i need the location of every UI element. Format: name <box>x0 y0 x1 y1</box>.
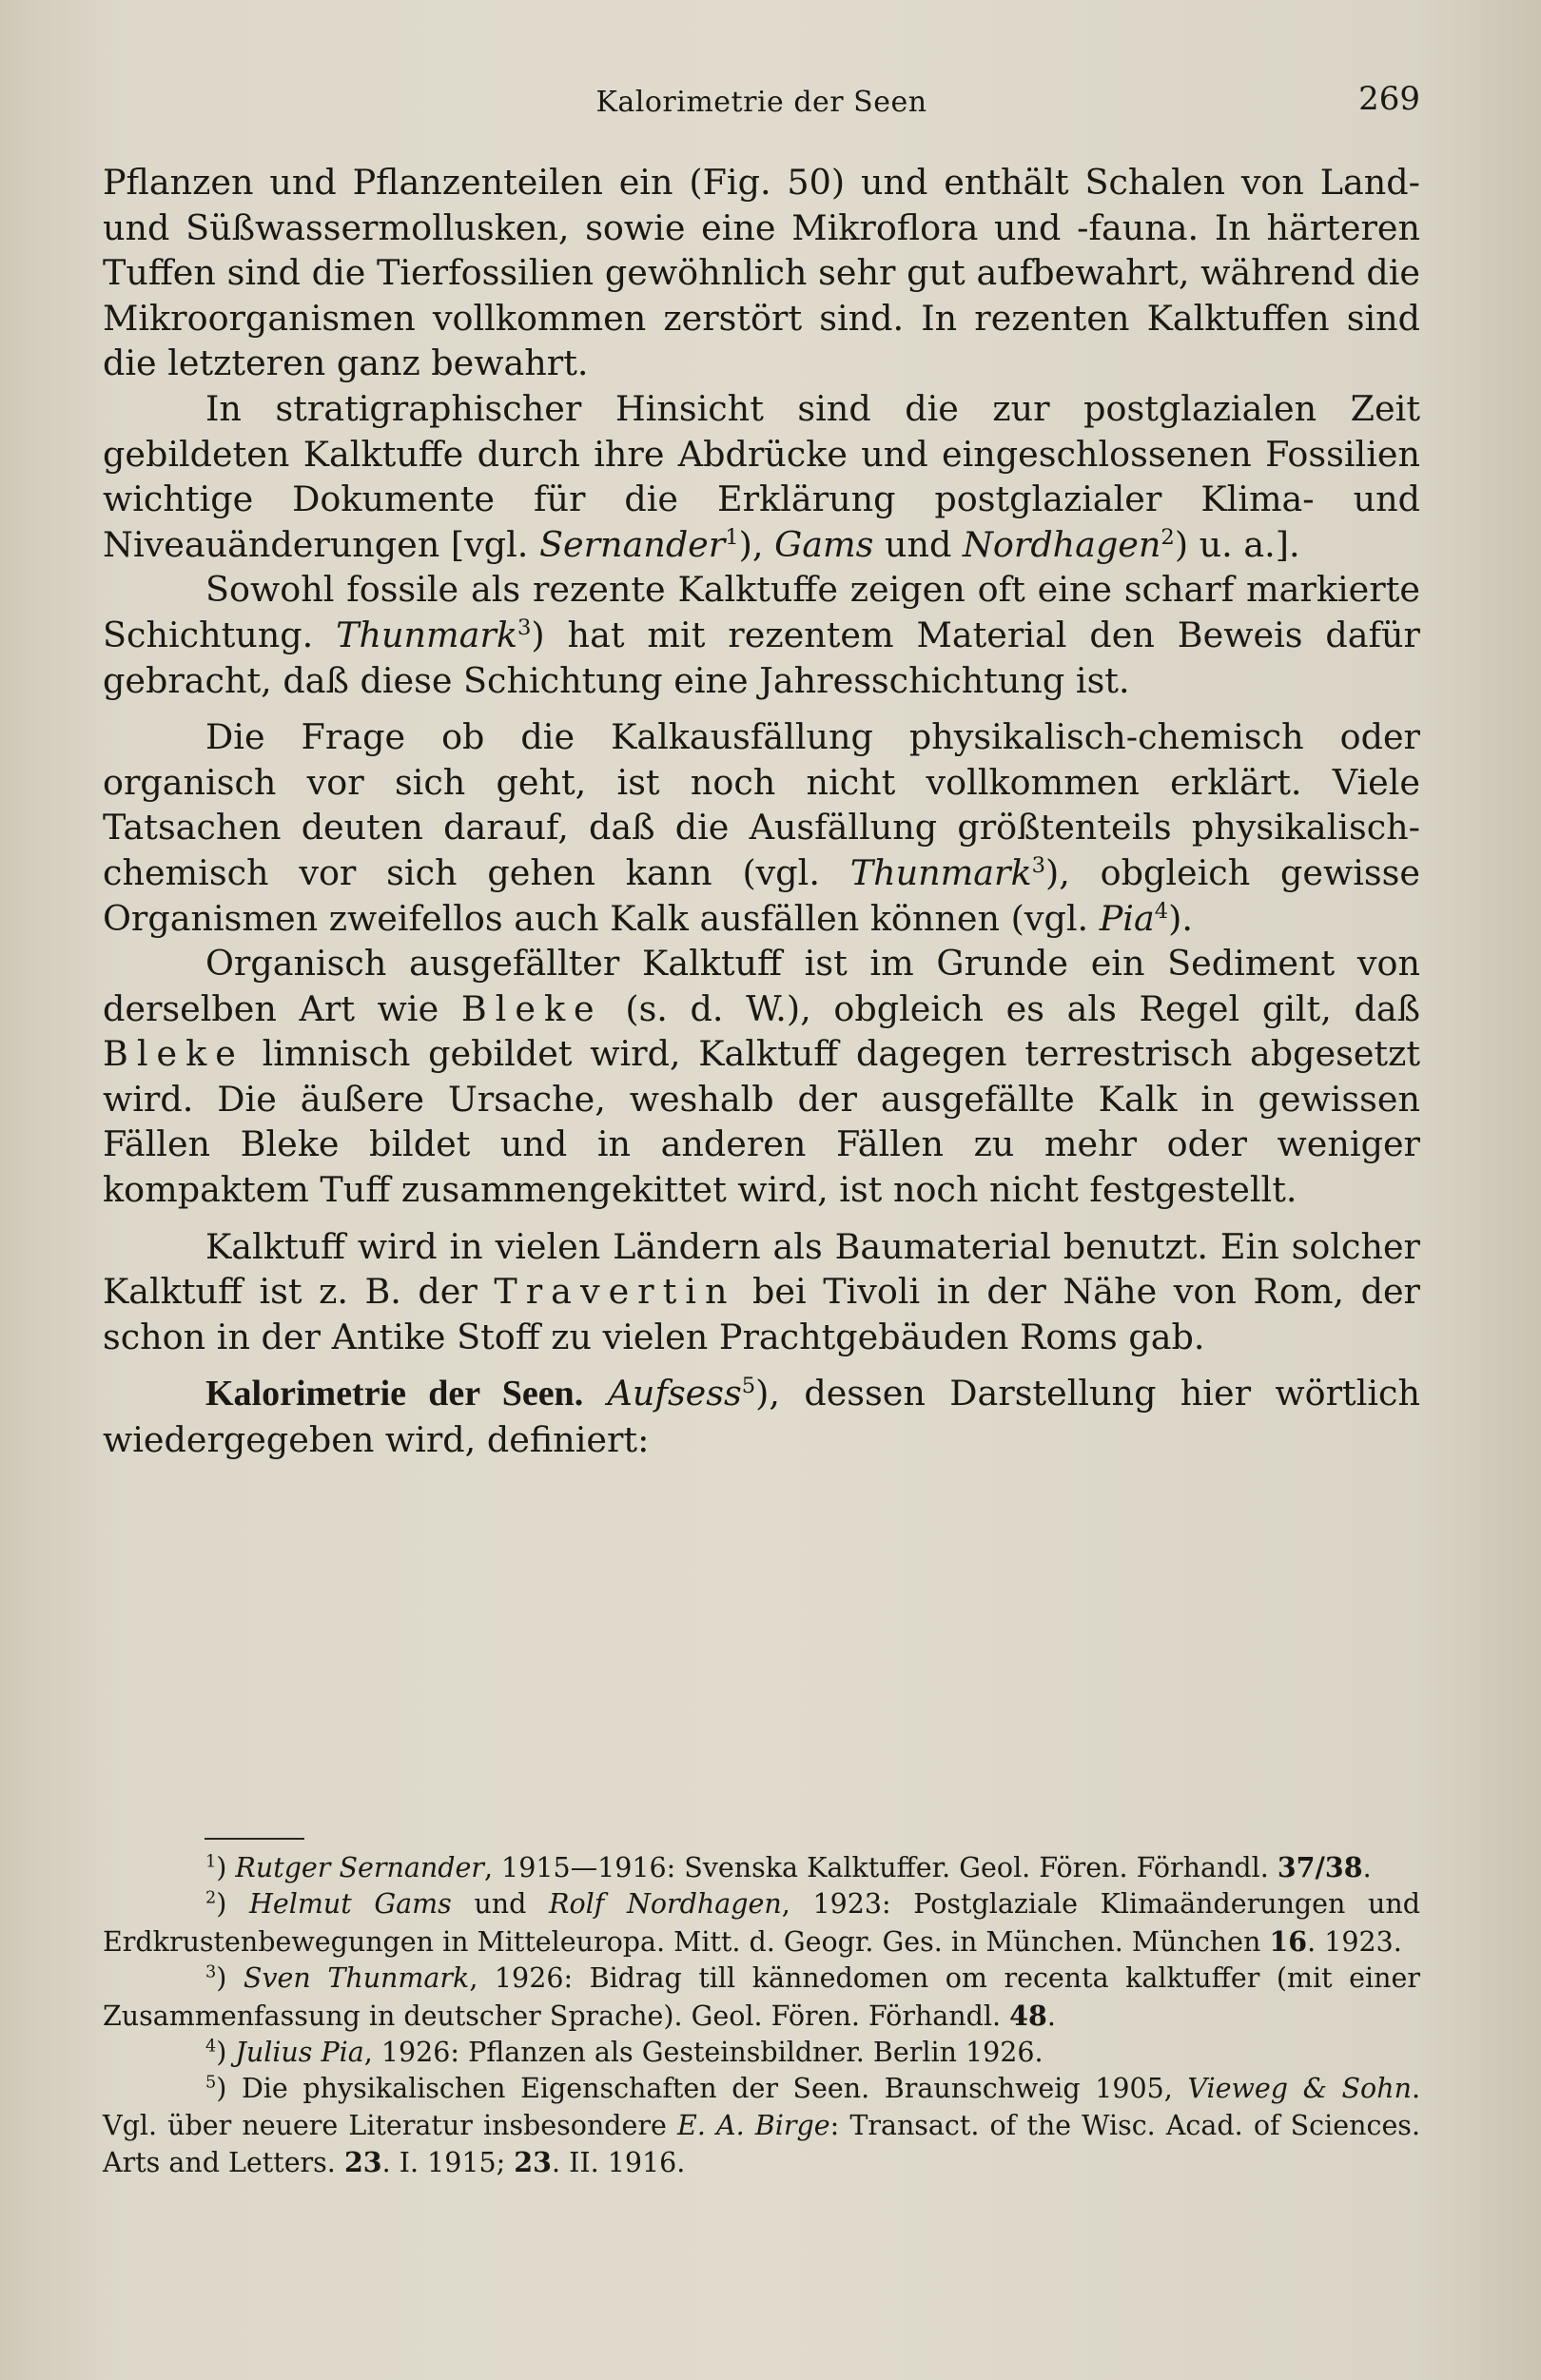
paragraph-7 <box>103 1371 1420 1462</box>
citation-author: Thunmark <box>849 851 1032 893</box>
paragraph-2 <box>103 386 1420 567</box>
running-head: Kalorimetrie der Seen <box>595 86 927 119</box>
paragraph-5 <box>103 941 1420 1213</box>
citation-author: Thunmark <box>336 614 517 655</box>
text-run: (s. d. W.), obgleich es als Regel gilt, daß <box>602 987 1420 1029</box>
footnote-ref: 3 <box>517 615 532 640</box>
text-run: bei Tivoli in der Nähe von Rom, der schon in der Antike Stoff zu vielen Prachtgebäuden Roms gab. <box>103 1271 1420 1357</box>
spaced-term: Bleke <box>460 987 603 1029</box>
text-run: . I. 1915; <box>381 2147 515 2179</box>
text-run: , 1915—1916: Svenska Kalktuffer. Geol. Fören. Förhandl. <box>483 1852 1278 1883</box>
citation-author: Sernander <box>538 523 726 565</box>
paragraph-3 <box>103 567 1420 703</box>
footnote-1: $^1$) Rutger Sernander, 1915—1916: Svenska Kalktuffer. Geol. Fören. Förhandl. 37/38. <box>205 1851 1372 1883</box>
text-run: Organisch ausgefällter Kalktuff ist im Grunde ein Sediment von derselben Art wie <box>103 943 1420 1029</box>
footnote-ref: 3 <box>1031 852 1045 878</box>
paragraph-4 <box>103 714 1420 941</box>
text-run: Kalktuff wird in vielen Ländern als Baumaterial benutzt. Ein solcher Kalktuff ist z. B. der <box>103 1225 1420 1313</box>
text-run: ), <box>738 523 775 565</box>
volume-number: 48 <box>1009 1999 1047 2032</box>
footnote-rule <box>205 1838 304 1840</box>
text-run: Sowohl fossile als rezente Kalktuffe zeigen oft eine scharf markierte Schichtung. <box>103 569 1420 655</box>
footnote-2: $^2$) Helmut Gams und Rolf Nordhagen, 1923: Postglaziale Klimaänderungen und Erdkrustenbewegungen in Mitteleuropa. Mitt. d. Geogr. Ges. in München. München 16. 1923. <box>103 1888 1420 1958</box>
volume-number: 23 <box>343 2146 382 2179</box>
text-run: . Vgl. über neuere Literatur insbesondere <box>103 2073 1420 2141</box>
spaced-term: Travertin <box>494 1271 736 1313</box>
text-run: ). <box>1168 897 1193 939</box>
text-run: . II. 1916. <box>551 2147 686 2179</box>
text-run: und <box>873 523 963 565</box>
text-run: ) u. a.]. <box>1174 523 1300 565</box>
volume-number: 37/38 <box>1277 1851 1363 1883</box>
volume-number: 23 <box>514 2146 552 2179</box>
text-run: Die Frage ob die Kalkausfällung physikalisch-chemisch oder organisch vor sich geht, ist noch nicht vollkommen erklärt. Viele Tatsachen deuten darauf, daß die Ausfällung größtenteils physikalisch-chemisch vor sich gehen kann (vgl. <box>103 716 1420 893</box>
text-run: , 1923: Postglaziale Klimaänderungen und Erdkrustenbewegungen in Mitteleuropa. Mitt. d. Geogr. Ges. in München. München <box>103 1888 1420 1958</box>
footnote-author: Rutger Sernander <box>235 1852 484 1883</box>
footnote-author: Julius Pia <box>235 2037 364 2069</box>
footnote-ref: 1 <box>725 524 739 550</box>
text-run: Die physikalischen Eigenschaften der Seen. Braunschweig 1905, <box>241 2073 1188 2105</box>
footnote-ref: 5 <box>741 1374 756 1399</box>
footnote-mark: 3 <box>205 1962 217 1982</box>
footnote-mark: 2 <box>205 1888 217 1908</box>
footnote-mark: 5 <box>205 2073 217 2093</box>
body-text <box>103 160 1420 1463</box>
citation-author: Nordhagen <box>962 523 1161 565</box>
citation-author: Aufsess <box>607 1373 742 1414</box>
text-run: ) hat mit rezentem Material den Beweis dafür gebracht, daß diese Schichtung eine Jahresschichtung ist. <box>103 614 1420 701</box>
footnote-4: $^4$) Julius Pia, 1926: Pflanzen als Gesteinsbildner. Berlin 1926. <box>205 2037 1044 2069</box>
footnote-ref: 2 <box>1161 524 1175 550</box>
page-number: 269 <box>1358 80 1420 118</box>
footnote-author: Sven Thunmark <box>243 1962 470 1995</box>
citation-author: Gams <box>774 523 874 565</box>
footnotes <box>103 1849 1420 2182</box>
page-header <box>103 80 1420 137</box>
footnote-mark: 1 <box>205 1852 217 1872</box>
publisher-name: Vieweg & Sohn <box>1187 2073 1412 2105</box>
citation-author: Pia <box>1099 897 1155 939</box>
text-run: . <box>1046 2000 1056 2032</box>
text-run: : Transact. of the Wisc. Acad. of Sciences. Arts and Letters. <box>103 2109 1420 2179</box>
footnote-3: $^3$) Sven Thunmark, 1926: Bidrag till kännedomen om recenta kalktuffer (mit einer Zusammenfassung in deutscher Sprache). Geol. Fören. Förhandl. 48. <box>103 1962 1421 2032</box>
footnote-mark: 4 <box>205 2037 217 2057</box>
text-run: und <box>451 1888 550 1921</box>
text-run: , 1926: Bidrag till kännedomen om recenta kalktuffer (mit einer Zusammenfassung in deutscher Sprache). Geol. Fören. Förhandl. <box>103 1962 1421 2032</box>
footnote-author: Rolf Nordhagen <box>549 1888 782 1921</box>
text-run: In stratigraphischer Hinsicht sind die zur postglazialen Zeit gebildeten Kalktuffe durch ihre Abdrücke und eingeschlossenen Fossilien wichtige Dokumente für die Erklärung postglazialer Klima- und Niveauänderungen [vgl. <box>103 387 1420 565</box>
text-run: ), dessen Darstellung hier wörtlich wiedergegeben wird, definiert: <box>103 1373 1420 1461</box>
section-heading: Kalorimetrie der Seen. <box>205 1374 584 1414</box>
spaced-term: Bleke <box>103 1033 244 1075</box>
paragraph-6 <box>103 1224 1420 1360</box>
footnote-author: Helmut Gams <box>249 1888 452 1921</box>
footnote-5: $^5$) Die physikalischen Eigenschaften der Seen. Braunschweig 1905, Vieweg & Sohn. Vgl. über neuere Literatur insbesondere E. A. Birge: Transact. of the Wisc. Acad. of Sciences. Arts and Letters. 23. I. 1915; 23. II. 1916. <box>103 2073 1420 2179</box>
footnote-ref: 4 <box>1154 898 1169 924</box>
paragraph-1: Pflanzen und Pflanzenteilen ein (Fig. 50) und enthält Schalen von Land- und Süßwassermollusken, sowie eine Mikroflora und -fauna. In härteren Tuffen sind die Tierfossilien gewöhnlich sehr gut aufbewahrt, während die Mikroorganismen vollkommen zerstört sind. In rezenten Kalktuffen sind die letzteren ganz bewahrt. <box>103 162 1420 384</box>
text-run: limnisch gebildet wird, Kalktuff dagegen terrestrisch abgesetzt wird. Die äußere Ursache, weshalb der ausgefällte Kalk in gewissen Fällen Bleke bildet und in anderen Fällen zu mehr oder weniger kompaktem Tuff zusammengekittet wird, ist noch nicht festgestellt. <box>103 1033 1420 1211</box>
text-run: . <box>1362 1852 1372 1883</box>
text-run: , 1926: Pflanzen als Gesteinsbildner. Berlin 1926. <box>363 2037 1044 2069</box>
footnote-author: E. A. Birge <box>677 2109 830 2141</box>
text-run: ), obgleich gewisse Organismen zweifellos auch Kalk ausfällen können (vgl. <box>103 851 1420 939</box>
text-run: . 1923. <box>1307 1925 1402 1958</box>
volume-number: 16 <box>1269 1924 1308 1958</box>
